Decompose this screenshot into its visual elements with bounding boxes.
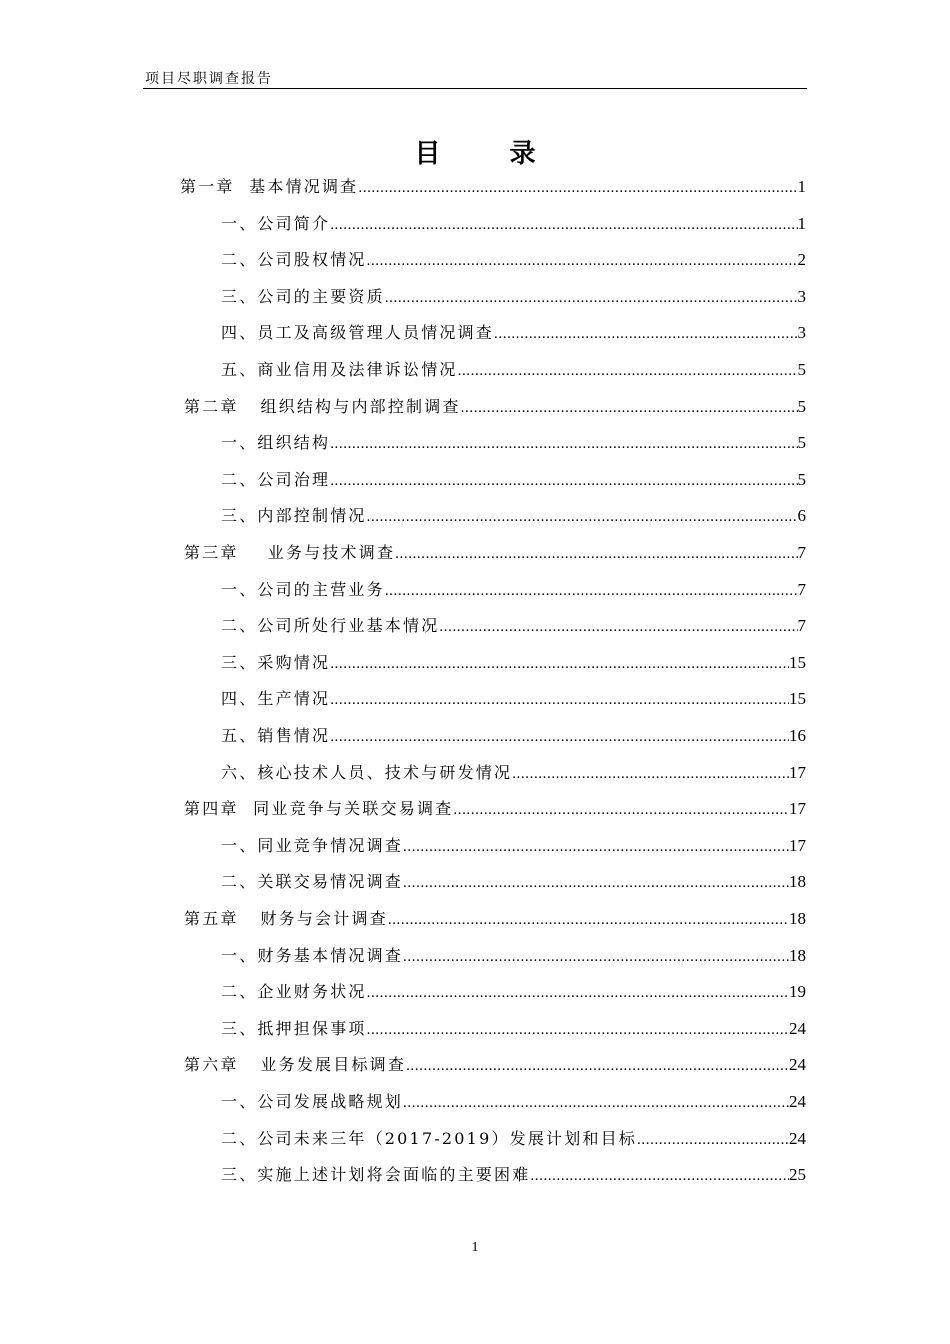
toc-entry-title: 第三章 业务与技术调查 [184, 543, 396, 562]
toc-entry-title: 二、公司未来三年（2017-2019）发展计划和目标 [221, 1128, 638, 1148]
toc-entry-page: 1 [797, 213, 806, 233]
toc-entry-page: 7 [797, 616, 806, 636]
toc-dot-leader [330, 207, 797, 243]
toc-chapter-entry[interactable] [184, 791, 806, 827]
toc-section-entry[interactable] [221, 1011, 806, 1047]
toc-entry-page: 17 [789, 835, 806, 855]
toc-dot-leader [367, 1012, 789, 1048]
toc-entry-page: 17 [789, 799, 806, 819]
toc-section-entry[interactable] [221, 279, 806, 315]
toc-section-entry[interactable] [221, 206, 806, 242]
toc-entry-page: 16 [789, 726, 806, 745]
toc-entry-title: 二、公司治理 [221, 469, 331, 489]
toc-section-entry[interactable] [221, 608, 806, 644]
toc-entry-page: 5 [797, 396, 806, 416]
toc-section-entry[interactable] [221, 974, 806, 1010]
toc-entry-page: 7 [797, 579, 806, 599]
toc-entry-page: 25 [789, 1165, 806, 1185]
toc-dot-leader [358, 170, 797, 206]
toc-entry-page: 24 [789, 1092, 806, 1111]
toc-chapter-entry[interactable] [184, 1047, 806, 1083]
toc-title: 目 录 [414, 139, 566, 169]
toc-entry-title: 一、公司的主营业务 [221, 579, 385, 599]
toc-entry-title: 第六章 业务发展目标调查 [184, 1055, 407, 1075]
toc-entry-title: 第四章 同业竞争与关联交易调查 [184, 799, 454, 819]
toc-entry-title: 三、实施上述计划将会面临的主要困难 [221, 1165, 531, 1185]
running-header: 项目尽职调查报告 [145, 71, 273, 87]
toc-section-entry[interactable] [221, 828, 806, 864]
toc-dot-leader [403, 939, 789, 975]
toc-dot-leader [406, 1048, 789, 1084]
toc-entry-title: 五、商业信用及法律诉讼情况 [221, 360, 458, 379]
toc-entry-title: 一、财务基本情况调查 [221, 945, 404, 965]
toc-entry-page: 3 [797, 286, 806, 306]
toc-dot-leader [403, 829, 789, 865]
toc-section-entry[interactable] [221, 352, 806, 388]
toc-dot-leader [403, 865, 789, 901]
toc-dot-leader [385, 573, 798, 609]
toc-entry-title: 第一章 基本情况调查 [180, 177, 359, 196]
toc-section-entry[interactable] [221, 498, 806, 534]
toc-section-entry[interactable] [221, 681, 806, 717]
toc-dot-leader [494, 316, 797, 352]
toc-entry-title: 二、公司股权情况 [221, 250, 367, 270]
toc-section-entry[interactable] [221, 242, 806, 278]
toc-entry-title: 三、公司的主要资质 [221, 286, 385, 306]
toc-dot-leader [439, 609, 797, 645]
toc-entry-page: 19 [789, 982, 806, 1002]
toc-entry-page: 18 [789, 945, 806, 965]
toc-entry-title: 五、销售情况 [221, 726, 331, 745]
toc-section-entry[interactable] [221, 315, 806, 351]
toc-dot-leader [367, 243, 798, 279]
toc-dot-leader [330, 426, 797, 462]
toc-dot-leader [330, 719, 789, 755]
toc-entry-page: 2 [797, 250, 806, 270]
toc-dot-leader [385, 280, 798, 316]
toc-dot-leader [530, 1158, 789, 1194]
toc-entry-title: 一、同业竞争情况调查 [221, 835, 404, 855]
toc-dot-leader [367, 499, 798, 535]
toc-dot-leader [453, 792, 789, 828]
toc-entry-page: 15 [789, 652, 806, 672]
toc-entry-page: 24 [789, 1055, 806, 1075]
toc-entry-title: 四、生产情况 [221, 689, 331, 709]
toc-section-entry[interactable] [221, 864, 806, 900]
toc-entry-page: 5 [797, 360, 806, 379]
toc-entry-page: 7 [797, 543, 806, 562]
toc-dot-leader [461, 390, 798, 426]
toc-dot-leader [395, 536, 797, 572]
toc-entry-page: 6 [797, 506, 806, 526]
toc-entry-page: 18 [789, 872, 806, 892]
toc-entry-page: 5 [797, 469, 806, 489]
toc-section-entry[interactable] [221, 425, 806, 461]
toc-entry-page: 18 [789, 909, 806, 928]
toc-dot-leader [367, 975, 789, 1011]
toc-section-entry[interactable] [221, 755, 806, 791]
toc-dot-leader [637, 1122, 789, 1158]
toc-chapter-entry[interactable] [184, 389, 806, 425]
toc-entry-page: 5 [797, 433, 806, 453]
toc-entry-title: 二、企业财务状况 [221, 982, 367, 1002]
toc-section-entry[interactable] [221, 1121, 806, 1157]
toc-entry-page: 15 [789, 689, 806, 709]
toc-entry-title: 二、公司所处行业基本情况 [221, 616, 440, 636]
toc-entry-page: 1 [797, 177, 806, 196]
toc-chapter-entry[interactable] [180, 169, 806, 205]
toc-entry-title: 一、公司发展战略规划 [221, 1092, 404, 1111]
toc-dot-leader [403, 1085, 789, 1121]
toc-entry-page: 24 [789, 1018, 806, 1038]
toc-chapter-entry[interactable] [184, 901, 806, 937]
toc-dot-leader [458, 353, 798, 389]
toc-section-entry[interactable] [221, 938, 806, 974]
toc-entry-title: 第五章 财务与会计调查 [184, 909, 388, 928]
toc-dot-leader [512, 756, 789, 792]
toc-entry-page: 24 [789, 1128, 806, 1148]
toc-entry-page: 3 [797, 323, 806, 343]
toc-section-entry[interactable] [221, 1157, 806, 1193]
toc-dot-leader [330, 646, 789, 682]
toc-dot-leader [330, 682, 789, 718]
toc-section-entry[interactable] [221, 572, 806, 608]
toc-entry-title: 四、员工及高级管理人员情况调查 [221, 323, 495, 343]
toc-entry-title: 第二章 组织结构与内部控制调查 [184, 396, 461, 416]
toc-entry-title: 一、组织结构 [221, 433, 331, 453]
toc-dot-leader [330, 463, 797, 499]
toc-section-entry[interactable] [221, 462, 806, 498]
page-number: 1 [471, 1240, 479, 1255]
toc-entry-title: 三、内部控制情况 [221, 506, 367, 526]
toc-section-entry[interactable] [221, 1084, 806, 1120]
toc-dot-leader [388, 902, 789, 938]
toc-section-entry[interactable] [221, 718, 806, 754]
toc-chapter-entry[interactable] [184, 535, 806, 571]
toc-section-entry[interactable] [221, 645, 806, 681]
toc-entry-page: 17 [789, 762, 806, 782]
header-rule [143, 88, 807, 89]
toc-entry-title: 二、关联交易情况调查 [221, 872, 404, 892]
toc-entry-title: 六、核心技术人员、技术与研发情况 [221, 762, 513, 782]
toc-entry-title: 三、采购情况 [221, 652, 331, 672]
toc-entry-title: 三、抵押担保事项 [221, 1018, 367, 1038]
toc-entry-title: 一、公司简介 [221, 213, 331, 233]
